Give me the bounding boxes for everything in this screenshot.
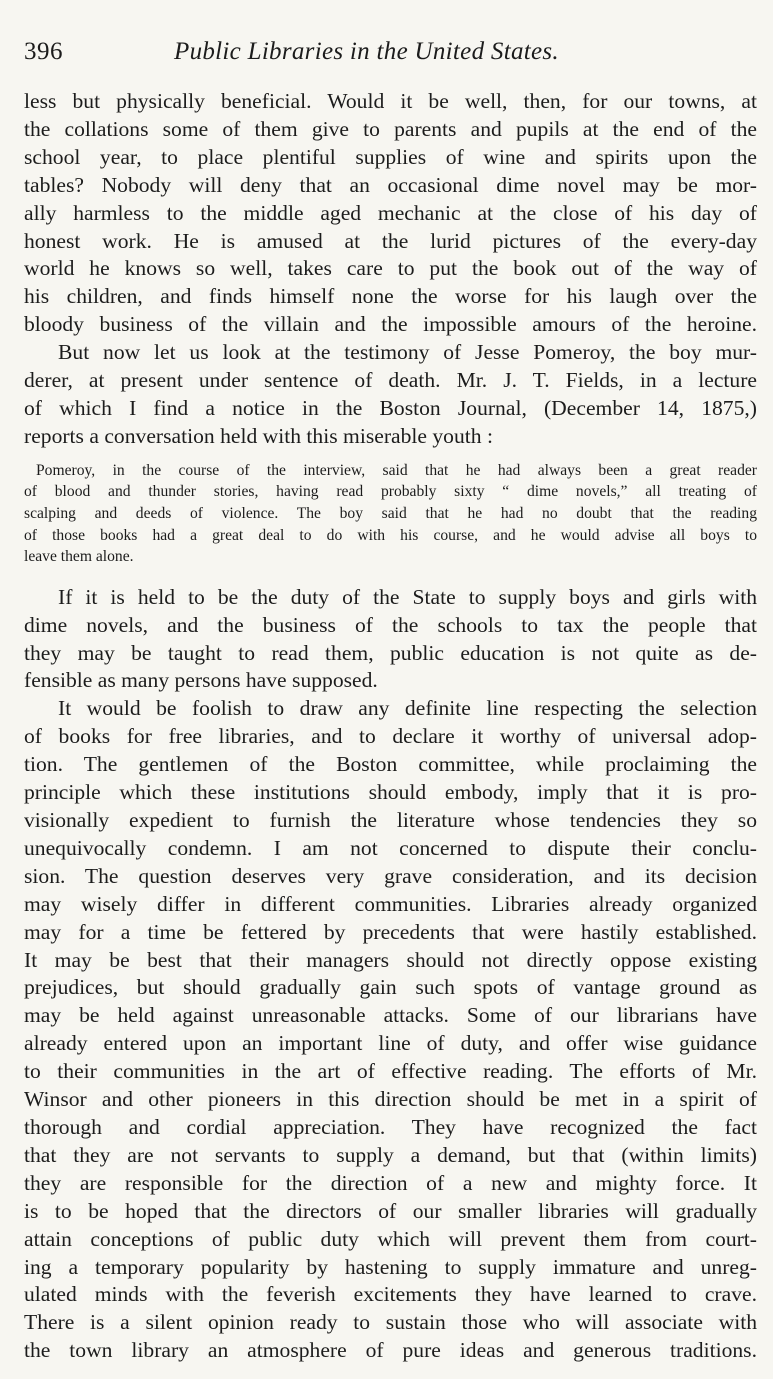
text-line: If it is held to be the duty of the State to supply boys and girls with — [58, 584, 757, 609]
paragraph-4 — [24, 695, 757, 1365]
text-line: principle which these institutions should embody, imply that it is pro- — [24, 780, 757, 805]
quote-line: of blood and thunder stories, having read probably sixty “ dime novels,” all treating of — [24, 483, 757, 501]
text-line: of which I find a notice in the Boston Journal, (December 14, 1875,) — [24, 395, 757, 420]
text-line: of books for free libraries, and to declare it worthy of universal adop- — [24, 724, 757, 749]
text-line: school year, to place plentiful supplies of wine and spirits upon the — [24, 144, 757, 169]
paragraph-3 — [24, 584, 757, 696]
text-line: There is a silent opinion ready to sustain those who will associate with — [24, 1310, 757, 1335]
text-line: honest work. He is amused at the lurid pictures of the every-day — [24, 228, 757, 253]
book-page — [24, 38, 757, 1365]
text-line: the collations some of them give to parents and pupils at the end of the — [24, 116, 757, 141]
text-line: ulated minds with the feverish excitements they have learned to crave. — [24, 1282, 757, 1307]
quote-line: scalping and deeds of violence. The boy said that he had no doubt that the reading — [24, 504, 757, 522]
text-line: his children, and finds himself none the worse for his laugh over the — [24, 284, 757, 309]
text-line: may wisely differ in different communities. Libraries already organized — [24, 891, 757, 916]
quote-line: Pomeroy, in the course of the interview, said that he had always been a great reader — [36, 461, 757, 479]
text-line: bloody business of the villain and the impossible amours of the heroine. — [24, 312, 757, 337]
paragraph-1 — [24, 88, 757, 339]
text-line: visionally expedient to furnish the literature whose tendencies they so — [24, 808, 757, 832]
block-quote — [24, 460, 757, 568]
text-line: reports a conversation held with this miserable youth : — [24, 423, 493, 448]
text-line: they are responsible for the direction of a new and mighty force. It — [24, 1170, 757, 1195]
text-line: may for a time be fettered by precedents that were hastily established. — [24, 919, 757, 944]
text-line: world he knows so well, takes care to put the book out of the way of — [24, 256, 757, 281]
text-line: already entered upon an important line of duty, and offer wise guidance — [24, 1031, 757, 1056]
page-header — [24, 38, 757, 82]
text-line: It would be foolish to draw any definite line respecting the selection — [58, 696, 757, 721]
text-line: derer, at present under sentence of death. Mr. J. T. Fields, in a lecture — [24, 368, 757, 393]
running-title: Public Libraries in the United States. — [174, 38, 559, 65]
text-line: tables? Nobody will deny that an occasional dime novel may be mor- — [24, 172, 757, 197]
text-line: less but physically beneficial. Would it be well, then, for our towns, at — [24, 89, 757, 113]
text-line: prejudices, but should gradually gain such spots of vantage ground as — [24, 975, 757, 1000]
text-line: tion. The gentlemen of the Boston committee, while proclaiming the — [24, 752, 757, 777]
text-line: fensible as many persons have supposed. — [24, 668, 378, 693]
text-line: thorough and cordial appreciation. They have recognized the fact — [24, 1114, 757, 1139]
text-line: is to be hoped that the directors of our smaller libraries will gradually — [24, 1198, 757, 1223]
text-line: attain conceptions of public duty which will prevent them from court- — [24, 1226, 757, 1251]
text-line: to their communities in the art of effective reading. The efforts of Mr. — [24, 1059, 757, 1084]
text-line: Winsor and other pioneers in this direction should be met in a spirit of — [24, 1087, 757, 1112]
page-number: 396 — [24, 38, 63, 65]
text-line: that they are not servants to supply a demand, but that (within limits) — [24, 1142, 757, 1167]
text-line: dime novels, and the business of the schools to tax the people that — [24, 612, 757, 637]
quote-line: leave them alone. — [24, 548, 134, 566]
text-line: they may be taught to read them, public education is not quite as de- — [24, 640, 757, 665]
text-line: sion. The question deserves very grave consideration, and its decision — [24, 863, 757, 888]
text-line: unequivocally condemn. I am not concerned to dispute their conclu- — [24, 835, 757, 860]
text-line: ally harmless to the middle aged mechanic at the close of his day of — [24, 200, 757, 225]
text-line: may be held against unreasonable attacks. Some of our librarians have — [24, 1003, 757, 1028]
paragraph-2 — [24, 339, 757, 451]
text-line: ing a temporary popularity by hastening to supply immature and unreg- — [24, 1254, 757, 1279]
text-line: It may be best that their managers should not directly oppose existing — [24, 947, 757, 972]
text-line: the town library an atmosphere of pure ideas and generous traditions. — [24, 1338, 757, 1363]
text-line: But now let us look at the testimony of Jesse Pomeroy, the boy mur- — [58, 340, 757, 365]
quote-line: of those books had a great deal to do with his course, and he would advise all boys to — [24, 526, 757, 544]
